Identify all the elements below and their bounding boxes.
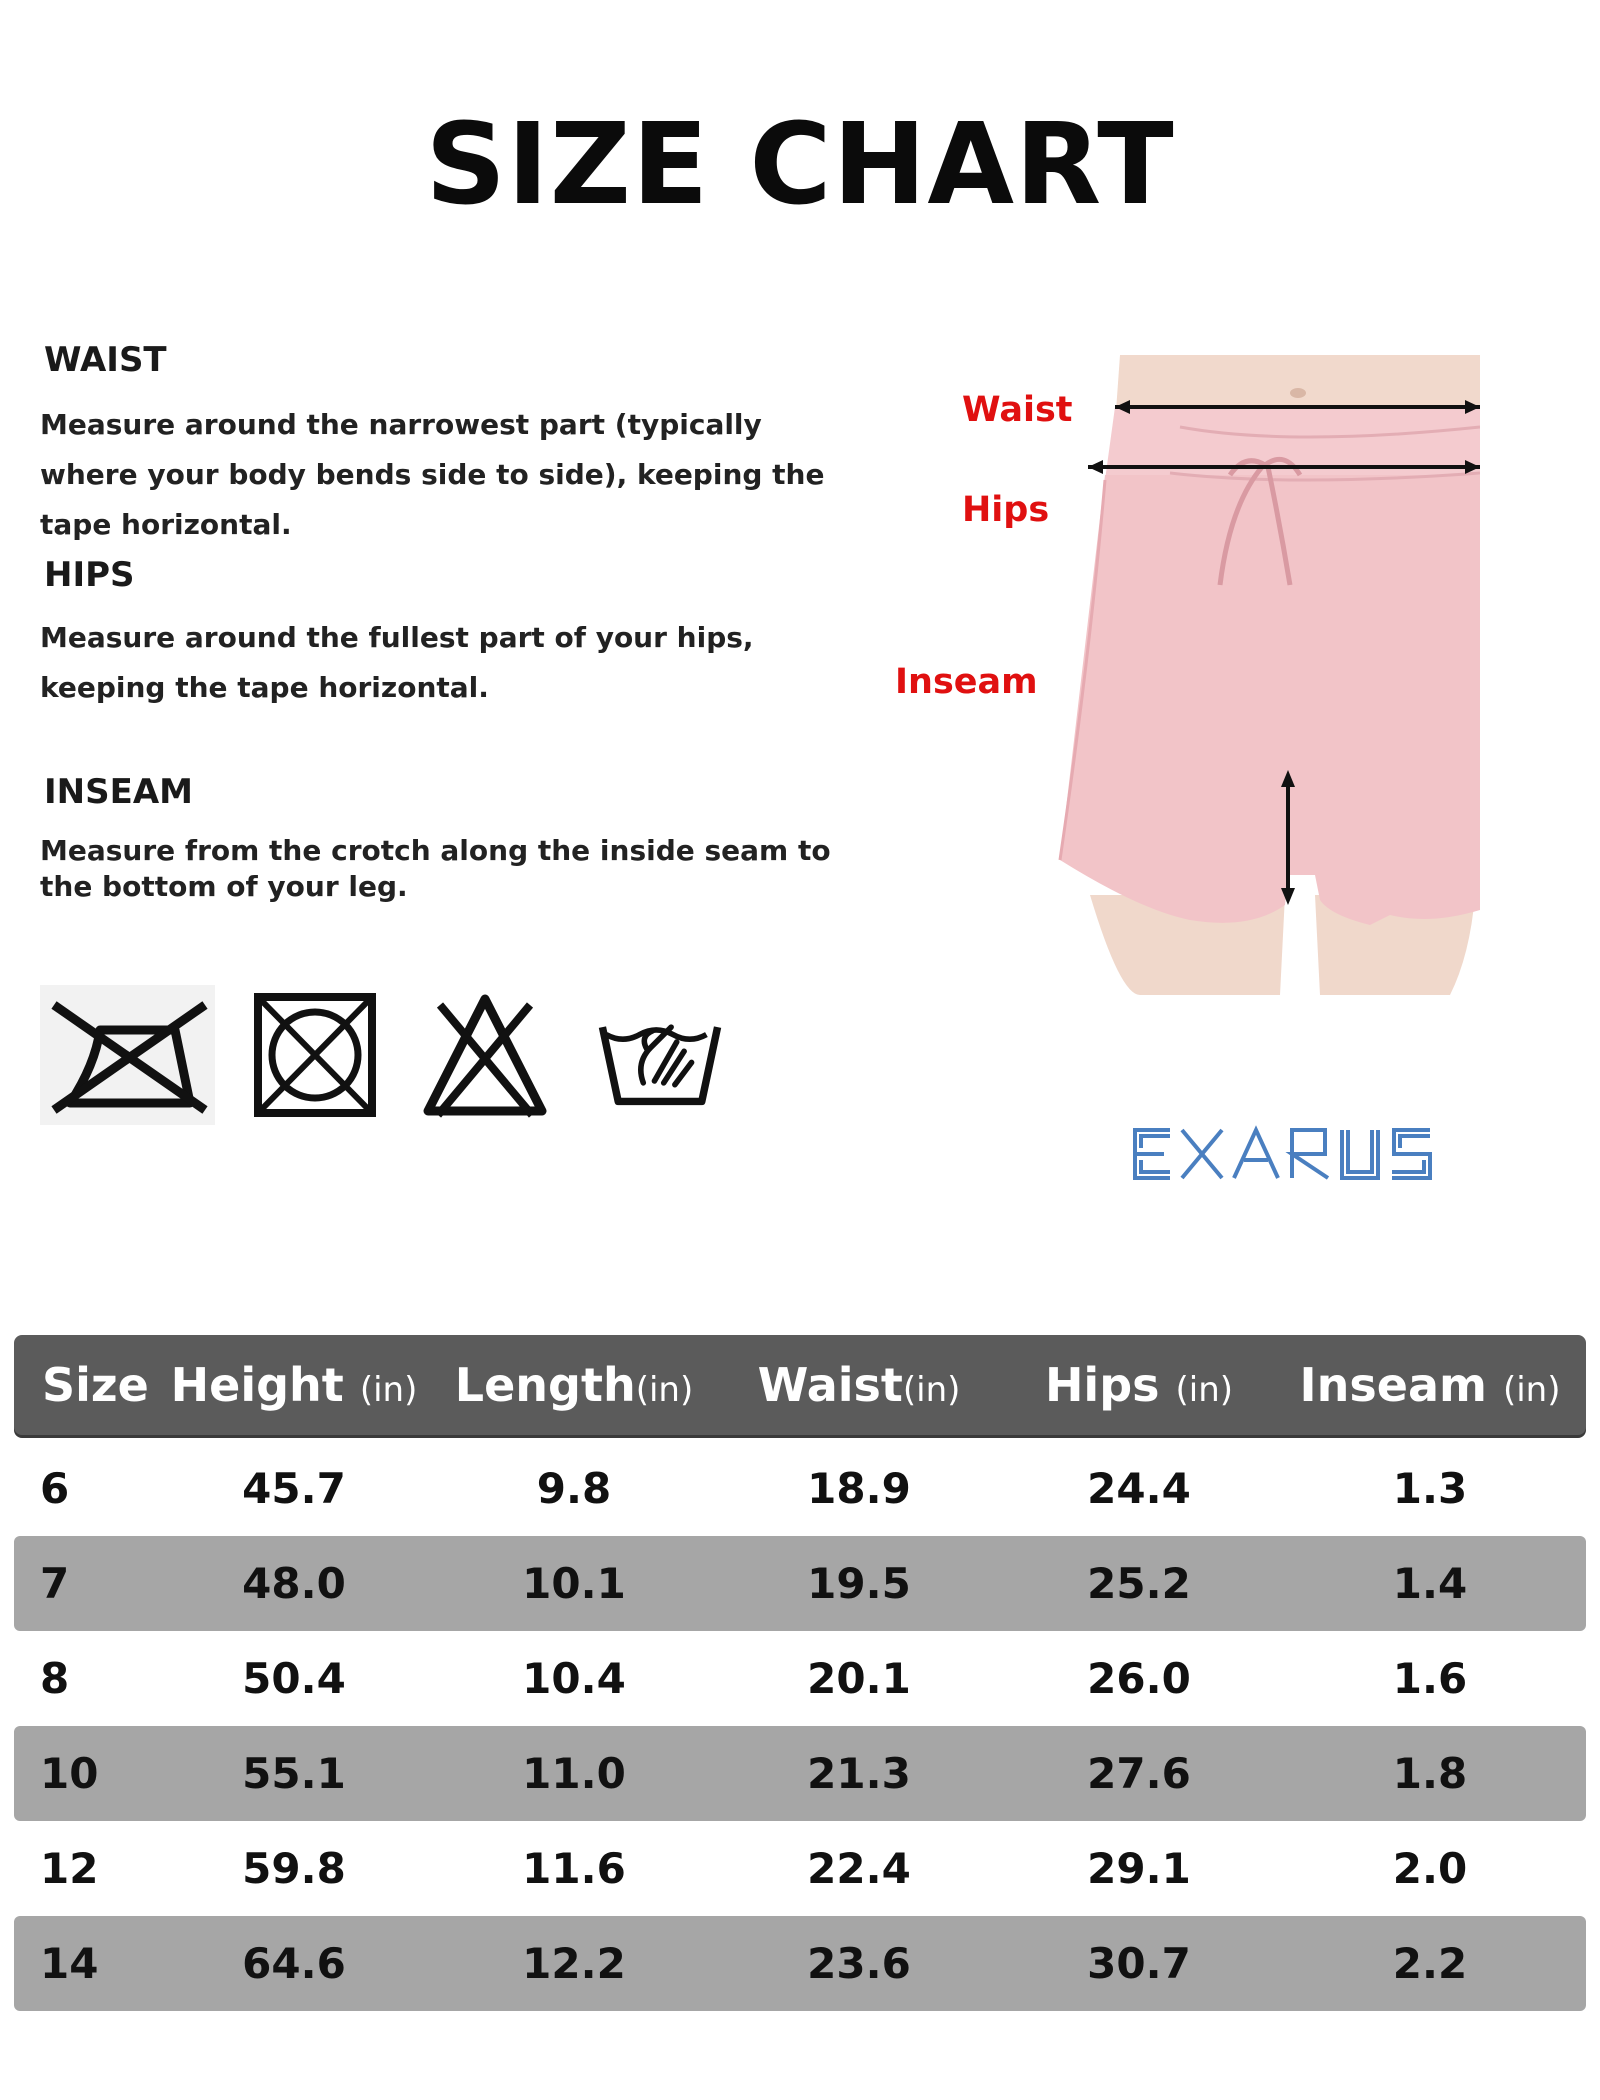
table-cell: 10.1 (522, 1559, 626, 1608)
table-cell: 55.1 (242, 1749, 346, 1798)
table-cell: 10.4 (522, 1654, 626, 1703)
page-title: SIZE CHART (425, 100, 1175, 230)
column-header-inseam: Inseam (in) (1299, 1358, 1561, 1412)
table-cell: 50.4 (242, 1654, 346, 1703)
table-cell: 29.1 (1087, 1844, 1191, 1893)
brand-logo (1130, 1120, 1470, 1190)
waist-label: Waist (962, 390, 1073, 430)
table-cell: 14 (40, 1939, 99, 1988)
waist-heading: WAIST (44, 340, 167, 380)
table-cell: 1.8 (1392, 1749, 1468, 1798)
table-cell: 30.7 (1087, 1939, 1191, 1988)
table-cell: 23.6 (807, 1939, 911, 1988)
table-row (14, 1726, 1586, 1821)
do-not-bleach-icon (420, 985, 550, 1125)
table-row (14, 1916, 1586, 2011)
table-cell: 10 (40, 1749, 99, 1798)
table-cell: 22.4 (807, 1844, 911, 1893)
hips-label: Hips (962, 490, 1050, 530)
table-row (14, 1536, 1586, 1631)
column-header-waist: Waist(in) (757, 1358, 961, 1412)
table-header (14, 1335, 1586, 1435)
table-cell: 21.3 (807, 1749, 911, 1798)
column-header-size: Size (42, 1358, 149, 1412)
waist-instructions: Measure around the narrowest part (typically where your body bends side to side), keeping the tape horizontal. (40, 408, 825, 541)
table-cell: 12 (40, 1844, 99, 1893)
table-cell: 11.0 (522, 1749, 626, 1798)
hips-instructions: Measure around the fullest part of your hips, keeping the tape horizontal. (40, 621, 754, 704)
table-cell: 24.4 (1087, 1464, 1191, 1513)
table-row (14, 1821, 1586, 1916)
table-body (14, 1441, 1586, 2011)
hips-heading: HIPS (44, 555, 135, 595)
table-row (14, 1441, 1586, 1536)
table-cell: 59.8 (242, 1844, 346, 1893)
table-cell: 12.2 (522, 1939, 626, 1988)
shorts-measurement-figure (1030, 355, 1480, 995)
table-cell: 18.9 (807, 1464, 911, 1513)
do-not-iron-icon (40, 985, 215, 1125)
table-cell: 19.5 (807, 1559, 911, 1608)
table-cell: 64.6 (242, 1939, 346, 1988)
table-cell: 20.1 (807, 1654, 911, 1703)
table-cell: 45.7 (242, 1464, 346, 1513)
table-row (14, 1631, 1586, 1726)
inseam-heading: INSEAM (44, 772, 193, 812)
table-cell: 1.6 (1392, 1654, 1468, 1703)
table-cell: 7 (40, 1559, 70, 1608)
column-header-length: Length(in) (454, 1358, 694, 1412)
column-header-height: Height (in) (170, 1358, 418, 1412)
inseam-instructions: Measure from the crotch along the inside seam to the bottom of your leg. (40, 834, 831, 903)
size-table (14, 1335, 1586, 2011)
hand-wash-icon (595, 985, 725, 1125)
table-cell: 1.4 (1392, 1559, 1468, 1608)
table-cell: 11.6 (522, 1844, 626, 1893)
table-cell: 27.6 (1087, 1749, 1191, 1798)
column-header-hips: Hips (in) (1044, 1358, 1234, 1412)
table-cell: 6 (40, 1464, 70, 1513)
table-cell: 1.3 (1392, 1464, 1468, 1513)
table-cell: 2.2 (1392, 1939, 1468, 1988)
do-not-tumble-dry-icon (250, 985, 380, 1125)
table-cell: 9.8 (536, 1464, 612, 1513)
table-cell: 8 (40, 1654, 70, 1703)
table-cell: 2.0 (1392, 1844, 1468, 1893)
table-cell: 48.0 (242, 1559, 346, 1608)
table-cell: 26.0 (1087, 1654, 1191, 1703)
inseam-label: Inseam (895, 662, 1038, 702)
table-cell: 25.2 (1087, 1559, 1191, 1608)
